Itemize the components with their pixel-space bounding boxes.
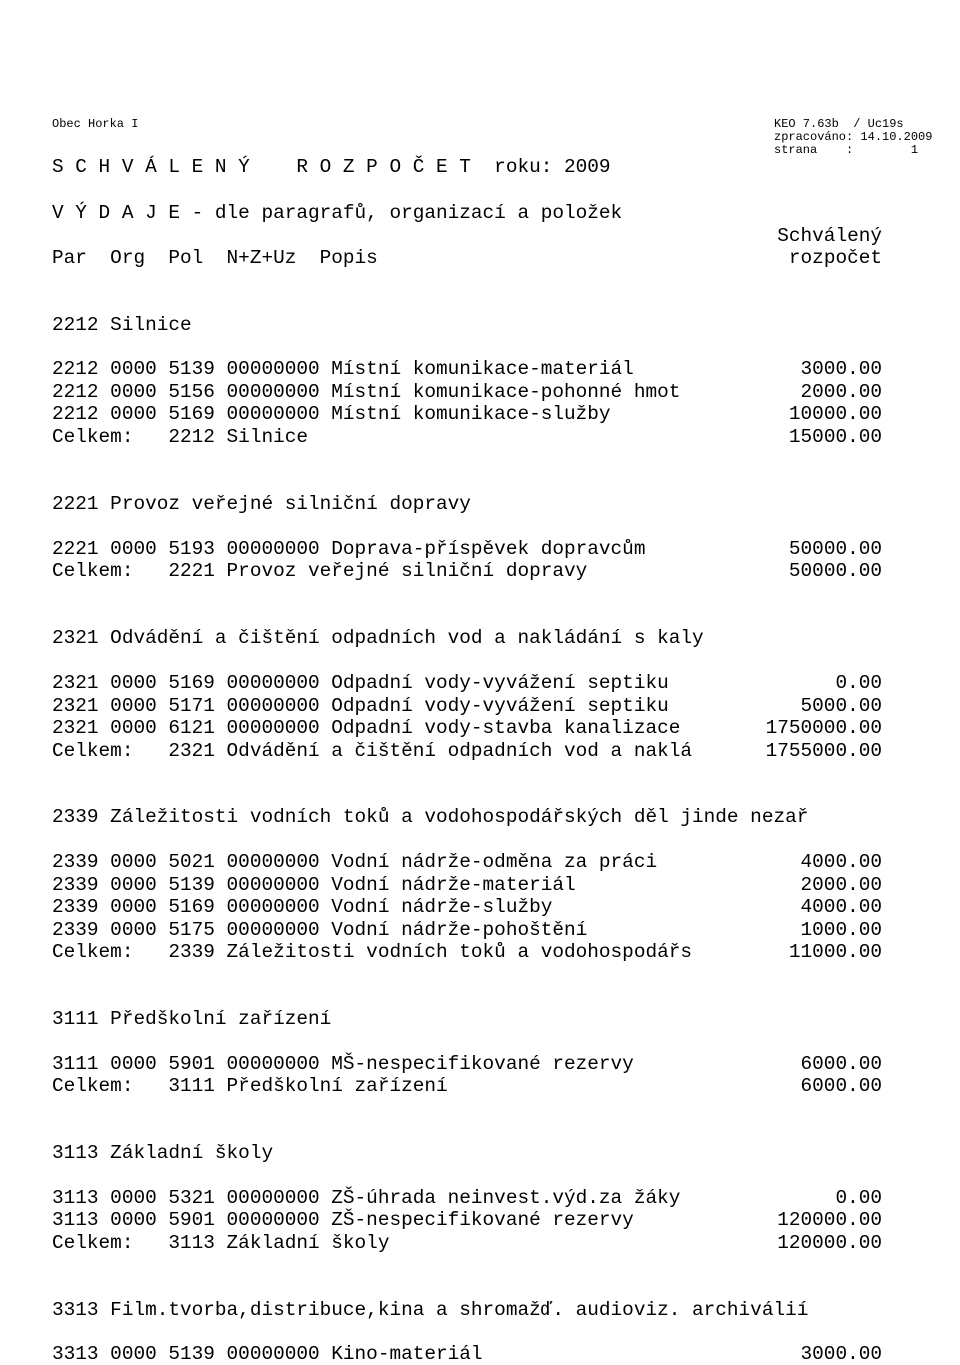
row-amount: 4000.00	[800, 851, 882, 873]
budget-row	[52, 851, 882, 873]
section-total-row	[52, 1232, 882, 1254]
total-amount: 50000.00	[788, 560, 882, 582]
row-amount: 4000.00	[800, 896, 882, 918]
row-amount: 6000.00	[800, 1053, 882, 1075]
budget-row	[52, 1053, 882, 1075]
total-amount: 15000.00	[788, 426, 882, 448]
row-description: 2321 0000 6121 00000000 Odpadní vody-stavba kanalizace	[52, 717, 681, 739]
page-number: strana : 1	[774, 143, 919, 157]
column-headers: Par Org Pol N+Z+Uz Popis	[52, 247, 378, 269]
row-description: 2212 0000 5156 00000000 Místní komunikace-pohonné hmot	[52, 381, 681, 403]
section-heading: 3113 Základní školy	[52, 1142, 274, 1164]
total-description: Celkem: 2212 Silnice	[52, 426, 308, 448]
row-description: 2212 0000 5139 00000000 Místní komunikace-materiál	[52, 358, 634, 380]
row-amount: 120000.00	[777, 1209, 882, 1231]
row-description: 2221 0000 5193 00000000 Doprava-příspěvek dopravcům	[52, 538, 646, 560]
total-amount: 120000.00	[777, 1232, 882, 1254]
section-heading: 2321 Odvádění a čištění odpadních vod a nakládání s kaly	[52, 627, 704, 649]
section-heading: 3313 Film.tvorba,distribuce,kina a shromažď. audioviz. archiválií	[52, 1299, 809, 1321]
section-total-row	[52, 560, 882, 582]
section-total-row	[52, 426, 882, 448]
budget-row	[52, 1187, 882, 1209]
total-amount: 1755000.00	[765, 740, 882, 762]
total-description: Celkem: 2221 Provoz veřejné silniční dopravy	[52, 560, 588, 582]
row-description: 2339 0000 5175 00000000 Vodní nádrže-pohoštění	[52, 919, 588, 941]
processed-date: zpracováno: 14.10.2009	[774, 130, 933, 144]
row-amount: 3000.00	[800, 358, 882, 380]
row-description: 2321 0000 5171 00000000 Odpadní vody-vyvážení septiku	[52, 695, 669, 717]
program-version: KEO 7.63b / Uc19s	[774, 117, 904, 131]
budget-row	[52, 672, 882, 694]
section-heading: 2339 Záležitosti vodních toků a vodohospodářských děl jinde nezař	[52, 806, 809, 828]
row-description: 3111 0000 5901 00000000 MŠ-nespecifikované rezervy	[52, 1053, 634, 1075]
report-subtitle: V Ý D A J E - dle paragrafů, organizací a položek	[52, 202, 623, 224]
budget-row	[52, 717, 882, 739]
budget-row	[52, 358, 882, 380]
total-description: Celkem: 3113 Základní školy	[52, 1232, 390, 1254]
row-amount: 1750000.00	[765, 717, 882, 739]
row-description: 2321 0000 5169 00000000 Odpadní vody-vyvážení septiku	[52, 672, 669, 694]
row-amount: 50000.00	[788, 538, 882, 560]
row-description: 2339 0000 5139 00000000 Vodní nádrže-materiál	[52, 874, 576, 896]
total-amount: 11000.00	[788, 941, 882, 963]
row-description: 2339 0000 5169 00000000 Vodní nádrže-služby	[52, 896, 553, 918]
total-description: Celkem: 2321 Odvádění a čištění odpadních vod a naklá	[52, 740, 692, 762]
row-amount: 10000.00	[788, 403, 882, 425]
row-description: 2339 0000 5021 00000000 Vodní nádrže-odměna za práci	[52, 851, 658, 873]
report-title: S C H V Á L E N Ý R O Z P O Č E T roku: 2009	[52, 156, 611, 178]
budget-row	[52, 919, 882, 941]
section-total-row	[52, 941, 882, 963]
section-heading: 2221 Provoz veřejné silniční dopravy	[52, 493, 471, 515]
row-amount: 0.00	[835, 1187, 882, 1209]
row-description: 3113 0000 5901 00000000 ZŠ-nespecifikované rezervy	[52, 1209, 634, 1231]
budget-row	[52, 403, 882, 425]
section-total-row	[52, 740, 882, 762]
amount-column-header-line2: rozpočet	[788, 247, 882, 269]
row-amount: 5000.00	[800, 695, 882, 717]
total-description: Celkem: 3111 Předškolní zařízení	[52, 1075, 448, 1097]
budget-row	[52, 538, 882, 560]
row-amount: 3000.00	[800, 1343, 882, 1365]
budget-row	[52, 1209, 882, 1231]
row-amount: 1000.00	[800, 919, 882, 941]
amount-column-header-line1: Schválený	[777, 225, 882, 247]
row-description: 3313 0000 5139 00000000 Kino-materiál	[52, 1343, 483, 1365]
organization-name: Obec Horka I	[52, 117, 139, 131]
row-description: 3113 0000 5321 00000000 ZŠ-úhrada neinvest.výd.za žáky	[52, 1187, 681, 1209]
row-description: 2212 0000 5169 00000000 Místní komunikace-služby	[52, 403, 611, 425]
budget-row	[52, 896, 882, 918]
budget-row	[52, 695, 882, 717]
budget-row	[52, 1343, 882, 1365]
budget-row	[52, 381, 882, 403]
row-amount: 0.00	[835, 672, 882, 694]
section-heading: 3111 Předškolní zařízení	[52, 1008, 332, 1030]
total-amount: 6000.00	[800, 1075, 882, 1097]
row-amount: 2000.00	[800, 874, 882, 896]
section-total-row	[52, 1075, 882, 1097]
budget-row	[52, 874, 882, 896]
total-description: Celkem: 2339 Záležitosti vodních toků a vodohospodářs	[52, 941, 692, 963]
section-heading: 2212 Silnice	[52, 314, 192, 336]
row-amount: 2000.00	[800, 381, 882, 403]
